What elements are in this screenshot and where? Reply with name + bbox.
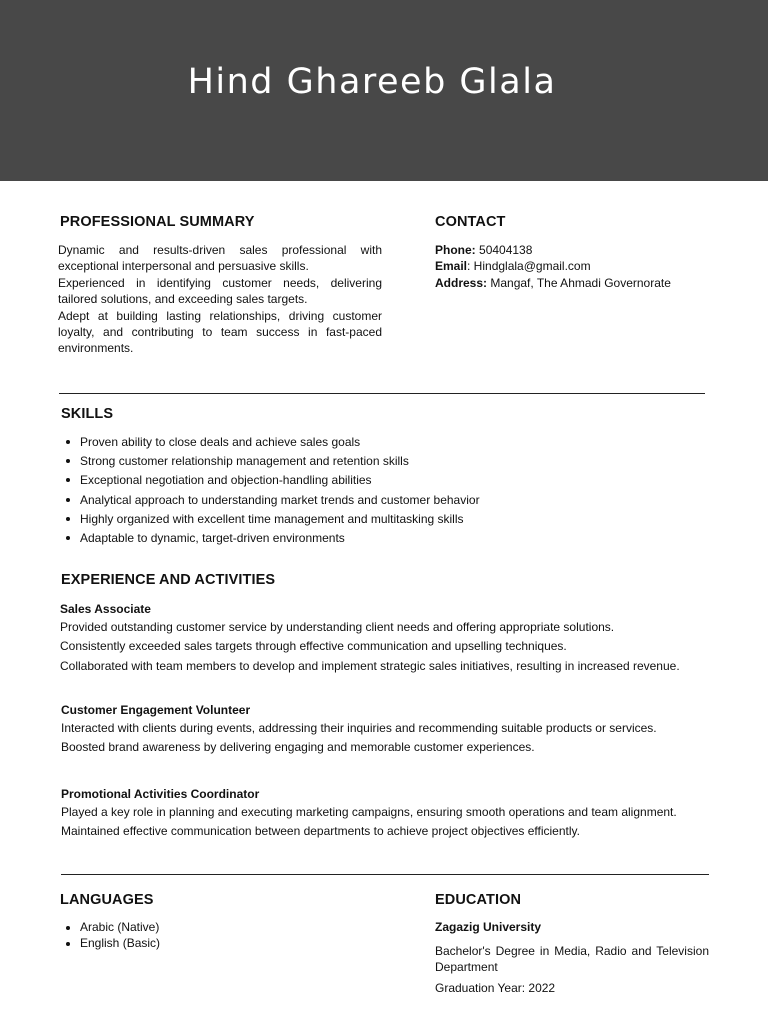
summary-text bbox=[58, 242, 382, 357]
address-value: Mangaf, The Ahmadi Governorate bbox=[490, 275, 671, 290]
job-title: Promotional Activities Coordinator bbox=[61, 787, 260, 801]
language-item: Arabic (Native) bbox=[60, 919, 160, 935]
resume-name: Hind Ghareeb Glala bbox=[187, 62, 557, 102]
contact-heading: CONTACT bbox=[435, 214, 506, 230]
job-line: Maintained effective communication between departments to achieve project objectives efficiently. bbox=[61, 824, 580, 839]
section-divider bbox=[61, 874, 709, 875]
languages-list bbox=[60, 919, 160, 952]
experience-heading: EXPERIENCE AND ACTIVITIES bbox=[61, 572, 276, 588]
skill-item: Exceptional negotiation and objection-handling abilities bbox=[60, 471, 480, 490]
job-title: Customer Engagement Volunteer bbox=[61, 703, 251, 717]
job-title: Sales Associate bbox=[60, 602, 151, 616]
languages-heading: LANGUAGES bbox=[60, 892, 154, 908]
job-line: Boosted brand awareness by delivering engaging and memorable customer experiences. bbox=[61, 740, 535, 755]
skill-item: Strong customer relationship management and retention skills bbox=[60, 452, 480, 471]
job-entry bbox=[60, 600, 680, 676]
language-item: English (Basic) bbox=[60, 935, 160, 951]
job-entry bbox=[61, 785, 677, 842]
header-banner bbox=[0, 0, 768, 181]
job-line: Provided outstanding customer service by understanding client needs and offering appropriate solutions. bbox=[60, 620, 615, 634]
section-divider bbox=[59, 393, 705, 394]
university-name: Zagazig University bbox=[435, 920, 542, 934]
job-entry bbox=[61, 701, 657, 758]
job-line: Collaborated with team members to develop and implement strategic sales initiatives, resulting in increased revenue. bbox=[60, 658, 680, 673]
graduation-year: Graduation Year: 2022 bbox=[435, 980, 556, 995]
degree-text: Bachelor's Degree in Media, Radio and Television Department bbox=[435, 944, 709, 975]
contact-address bbox=[435, 275, 671, 291]
email-label: Email bbox=[435, 259, 468, 274]
summary-heading: PROFESSIONAL SUMMARY bbox=[60, 214, 255, 230]
skills-heading: SKILLS bbox=[61, 406, 114, 422]
skill-item: Adaptable to dynamic, target-driven environments bbox=[60, 529, 480, 548]
education-heading: EDUCATION bbox=[435, 892, 522, 908]
email-value: : Hindglala@gmail.com bbox=[467, 259, 591, 274]
phone-value: 50404138 bbox=[479, 243, 533, 257]
skill-item: Proven ability to close deals and achieve sales goals bbox=[60, 433, 480, 452]
contact-phone bbox=[435, 242, 671, 258]
summary-line: Experienced in identifying customer needs, delivering tailored solutions, and exceeding sales targets. bbox=[58, 275, 382, 307]
job-line: Played a key role in planning and executing marketing campaigns, ensuring smooth operations and team alignment. bbox=[61, 805, 677, 819]
skill-item: Highly organized with excellent time management and multitasking skills bbox=[60, 510, 480, 529]
skills-list bbox=[60, 433, 480, 548]
contact-details bbox=[435, 242, 671, 291]
summary-line: Adept at building lasting relationships, driving customer loyalty, and contributing to team success in fast-paced environments. bbox=[58, 308, 382, 356]
contact-email bbox=[435, 258, 671, 274]
education-entry bbox=[435, 919, 709, 996]
job-line: Interacted with clients during events, addressing their inquiries and recommending suitable products or services. bbox=[61, 721, 657, 735]
summary-line: Dynamic and results-driven sales professional with exceptional interpersonal and persuasive skills. bbox=[58, 243, 382, 274]
skill-item: Analytical approach to understanding market trends and customer behavior bbox=[60, 491, 480, 510]
job-line: Consistently exceeded sales targets through effective communication and upselling techniques. bbox=[60, 639, 567, 654]
address-label: Address: bbox=[435, 275, 488, 290]
phone-label: Phone: bbox=[435, 243, 476, 257]
